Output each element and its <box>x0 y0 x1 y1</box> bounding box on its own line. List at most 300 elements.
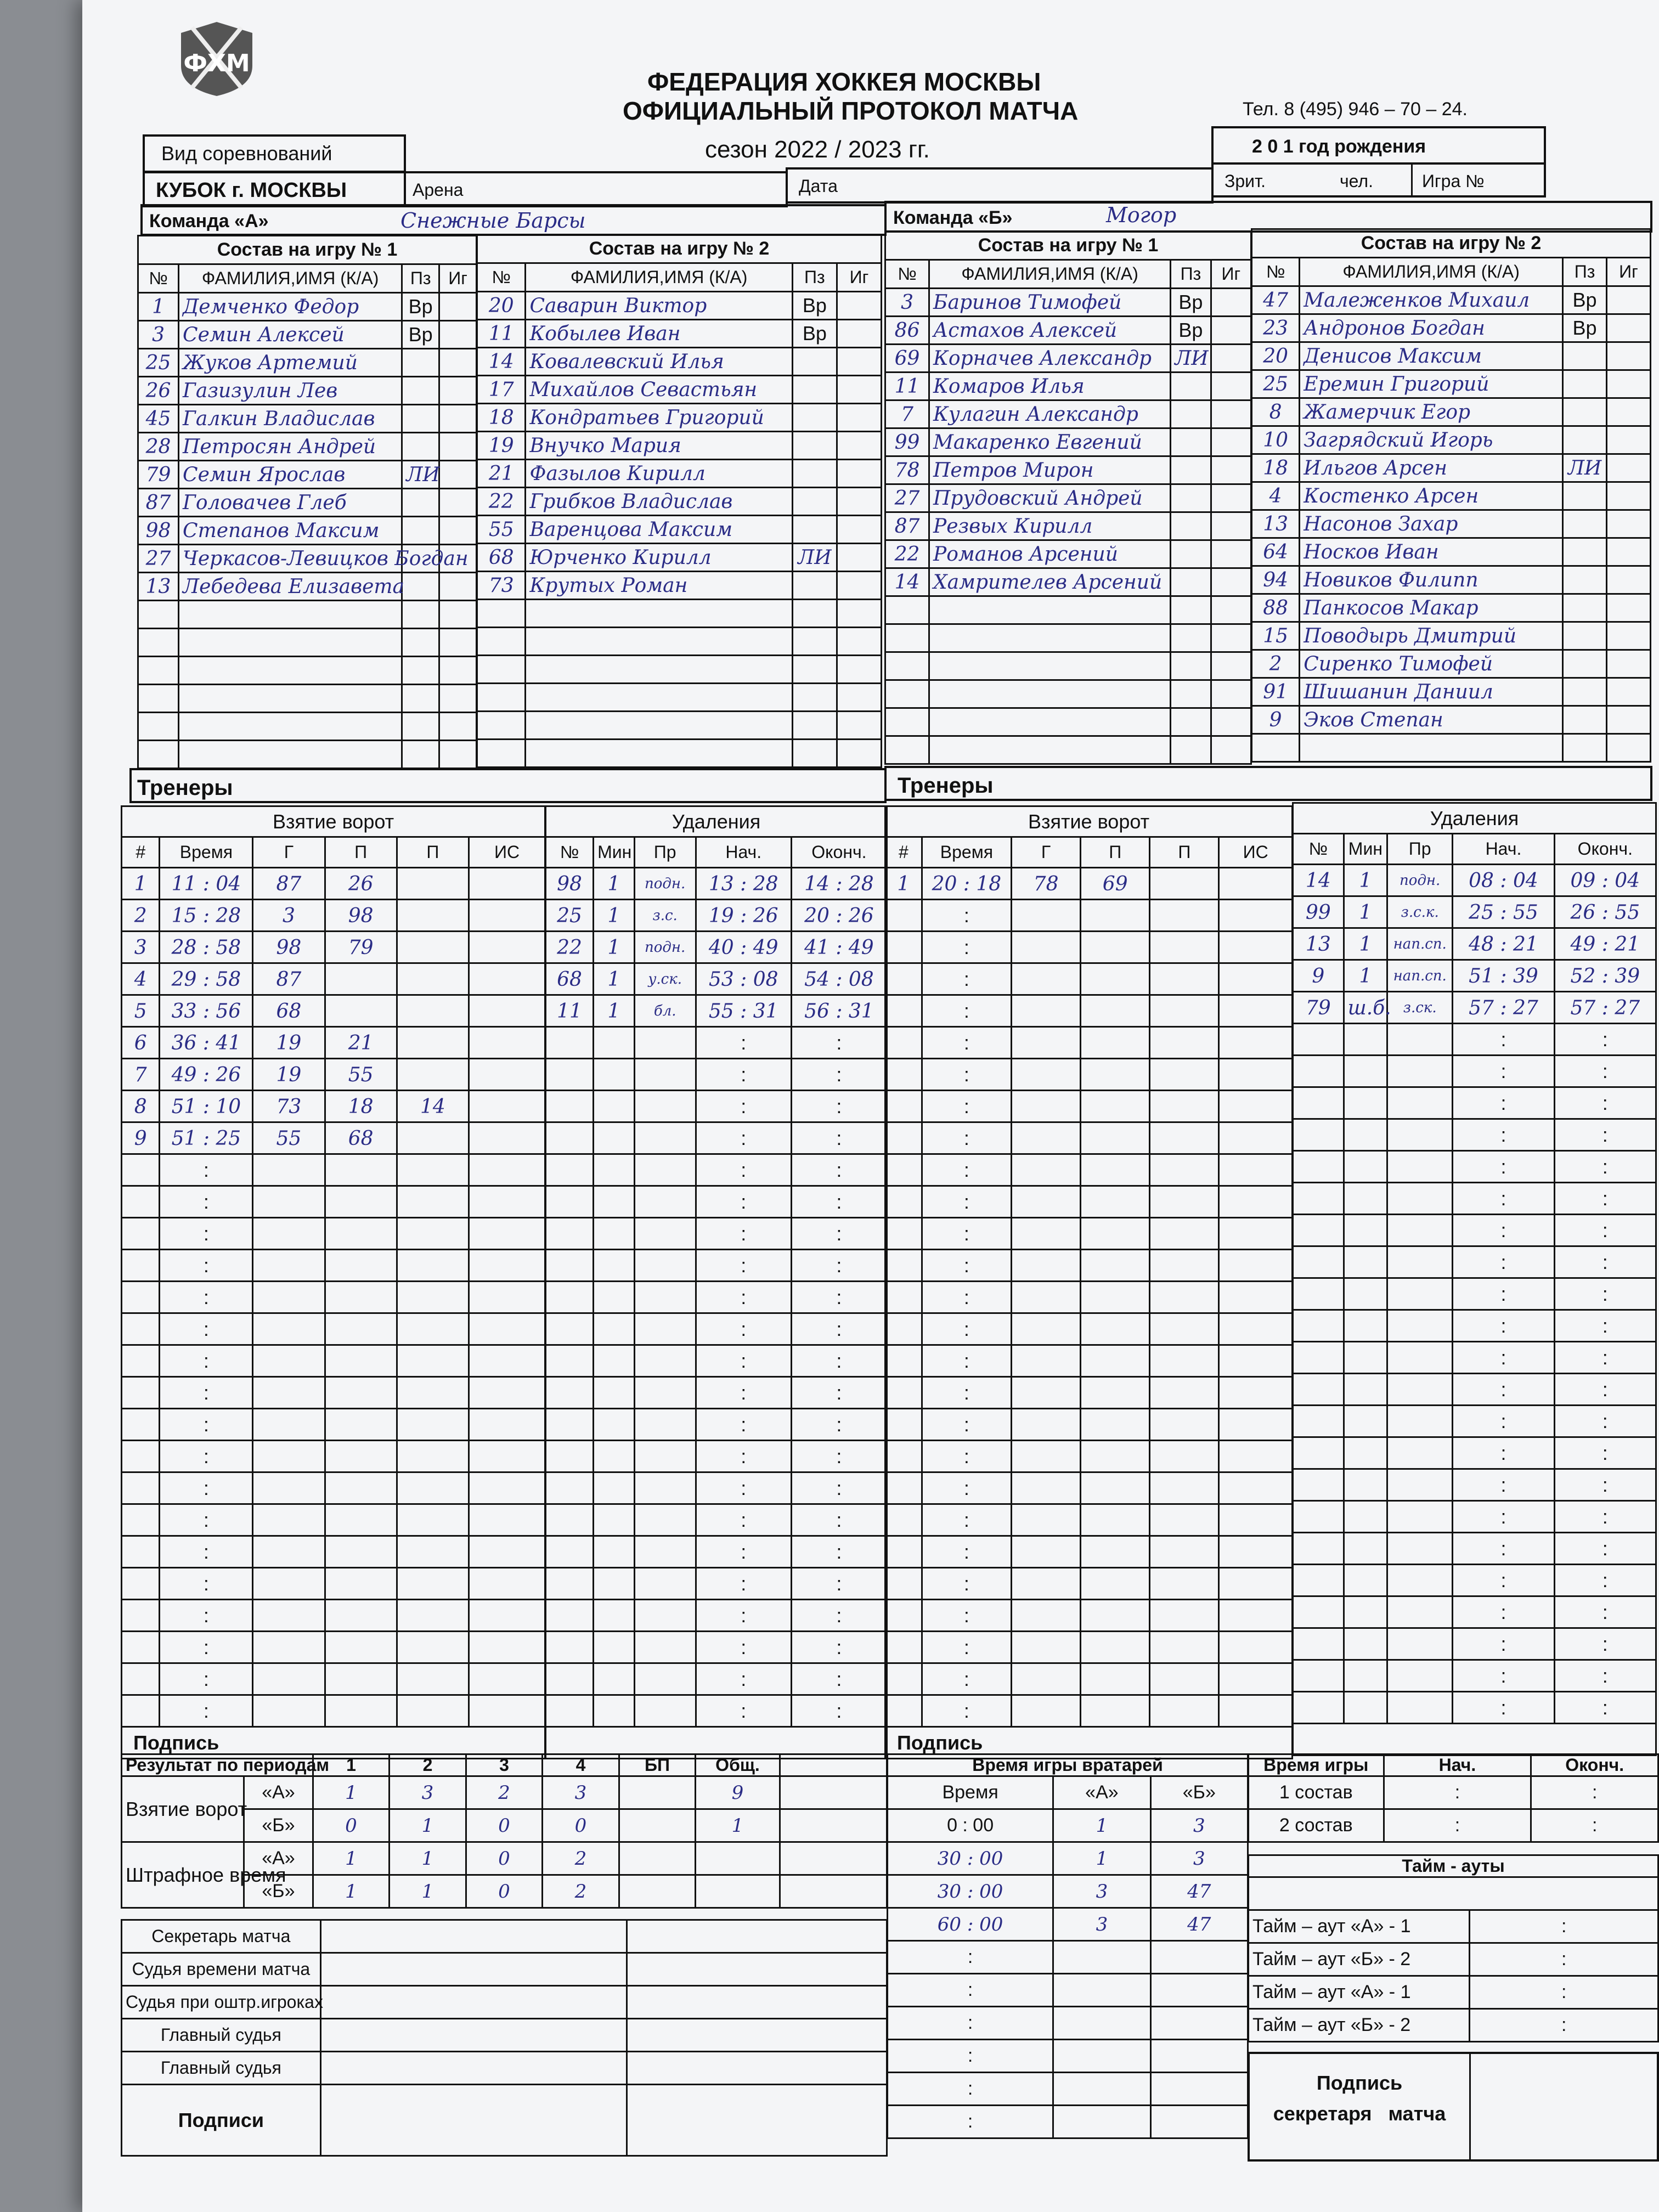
player-games <box>1211 512 1251 540</box>
pen-cell <box>594 1154 635 1186</box>
official-role: Судья при оштр.игроках <box>122 1986 321 2019</box>
pen-cell <box>634 1695 696 1727</box>
competition-box: КУБОК г. МОСКВЫ <box>143 171 406 207</box>
pen-minutes: 1 <box>594 932 635 963</box>
player-name: Демченко Федор <box>179 293 402 321</box>
player-position <box>1171 596 1211 624</box>
signature-label: Подпись <box>122 1727 545 1759</box>
penalty-row <box>546 1186 887 1218</box>
player-games <box>439 489 477 517</box>
pen-cell <box>634 1632 696 1663</box>
team-a-name: Снежные Барсы <box>400 208 586 233</box>
goal-assist-1: 68 <box>325 1122 397 1154</box>
goal-cell <box>1219 963 1293 995</box>
pen-end: : <box>791 1504 887 1536</box>
pen-end: : <box>1554 1278 1656 1310</box>
player-games <box>1607 706 1651 734</box>
goal-number <box>885 1218 922 1250</box>
pen-cell <box>1387 1437 1453 1469</box>
official-sign <box>627 2019 887 2052</box>
lineup-end: : <box>1531 1776 1658 1809</box>
penalties-title: Удаления <box>546 806 887 837</box>
pen-cell <box>546 1186 594 1218</box>
roster-row <box>885 317 1251 345</box>
player-position <box>792 488 837 516</box>
goal-assist-2 <box>1150 868 1219 900</box>
period-pim-a: 1 <box>313 1842 390 1875</box>
goal-cell <box>1081 932 1150 963</box>
goalie-a: 3 <box>1053 1908 1150 1941</box>
penalty-row <box>546 932 887 963</box>
player-name: Костенко Арсен <box>1300 482 1563 510</box>
pen-cell <box>1387 1310 1453 1342</box>
goal-number <box>122 1377 160 1409</box>
goal-cell <box>469 1632 545 1663</box>
goal-cell <box>253 1441 325 1472</box>
player-name: Сиренко Тимофей <box>1300 650 1563 678</box>
roster-row <box>138 405 477 433</box>
player-name <box>929 652 1171 680</box>
goal-time: : <box>160 1154 253 1186</box>
roster-row <box>138 685 477 713</box>
goal-number <box>885 1027 922 1059</box>
player-position <box>402 713 439 741</box>
player-number: 1 <box>138 293 179 321</box>
goal-cell <box>469 1345 545 1377</box>
player-games <box>1211 317 1251 345</box>
goal-cell <box>253 1250 325 1282</box>
pen-end: : <box>791 1059 887 1091</box>
goal-cell <box>1219 1218 1293 1250</box>
goal-cell <box>1150 900 1219 932</box>
goal-row <box>885 1600 1293 1632</box>
period-pim-a <box>696 1842 780 1875</box>
goal-cell <box>1150 1218 1219 1250</box>
pen-cell <box>594 1568 635 1600</box>
pen-cell <box>594 1186 635 1218</box>
pen-cell <box>546 1250 594 1282</box>
pen-cell <box>594 1663 635 1695</box>
pen-end: : <box>1554 1565 1656 1596</box>
goal-number <box>122 1218 160 1250</box>
roster-row <box>1252 426 1651 454</box>
goal-time: : <box>160 1695 253 1727</box>
team-b-lineup-1 <box>884 230 1252 765</box>
goal-cell <box>1081 995 1150 1027</box>
goal-row <box>885 1504 1293 1536</box>
player-games <box>439 685 477 713</box>
pen-start: : <box>696 1409 791 1441</box>
goal-time: 36 : 41 <box>160 1027 253 1059</box>
player-number: 7 <box>885 400 929 428</box>
goal-cell <box>1219 1313 1293 1345</box>
goal-cell <box>1150 1600 1219 1632</box>
period-pim-b: 1 <box>390 1875 466 1908</box>
goal-row <box>885 1122 1293 1154</box>
signature-cell <box>1293 1724 1656 1756</box>
roster-row <box>138 377 477 405</box>
player-name: Семин Ярослав <box>179 461 402 489</box>
pen-cell <box>634 1186 696 1218</box>
goal-cell <box>1081 1568 1150 1600</box>
roster-col-header: ФАМИЛИЯ,ИМЯ (К/А) <box>526 263 792 292</box>
player-number <box>477 712 526 740</box>
goal-assist-2 <box>397 995 469 1027</box>
goalie-time <box>887 1753 1249 2139</box>
goal-cell <box>1012 1186 1081 1218</box>
goal-cell <box>1219 1632 1293 1663</box>
player-games <box>439 657 477 685</box>
penalty-row <box>1293 928 1656 960</box>
pen-col-header: № <box>546 837 594 868</box>
goal-number: 7 <box>122 1059 160 1091</box>
player-number: 25 <box>1252 370 1300 398</box>
goal-row <box>885 1536 1293 1568</box>
pen-minutes: 1 <box>594 995 635 1027</box>
pen-cell <box>1387 1119 1453 1151</box>
player-position <box>792 600 837 628</box>
goal-cell <box>1219 1091 1293 1122</box>
roster-row <box>885 680 1251 708</box>
player-games <box>1607 566 1651 594</box>
player-games <box>837 656 881 684</box>
roster-row <box>477 740 882 768</box>
penalty-row <box>546 1632 887 1663</box>
penalty-row <box>1293 1342 1656 1374</box>
team-a-lineup-1 <box>137 235 477 769</box>
pen-end: : <box>791 1663 887 1695</box>
pen-start: 57 : 27 <box>1453 992 1554 1024</box>
goal-cell <box>1012 1663 1081 1695</box>
goal-cell <box>1219 1409 1293 1441</box>
goal-cell <box>1012 1536 1081 1568</box>
period-pim-a: 0 <box>466 1842 543 1875</box>
goalie-change-time: : <box>888 2007 1053 2040</box>
player-games <box>1607 734 1651 762</box>
player-number: 21 <box>477 460 526 488</box>
player-position <box>402 433 439 461</box>
period-goals-label: Взятие ворот <box>122 1776 244 1842</box>
player-number <box>1252 734 1300 762</box>
pen-cell <box>594 1122 635 1154</box>
doc-title: ОФИЦИАЛЬНЫЙ ПРОТОКОЛ МАТЧА <box>623 97 1079 125</box>
goal-cell <box>469 1441 545 1472</box>
pen-cell <box>1344 1533 1387 1565</box>
penalty-row <box>546 1377 887 1409</box>
pen-start: : <box>1453 1087 1554 1119</box>
pen-cell <box>546 1504 594 1536</box>
period-col: БП <box>619 1754 696 1776</box>
goal-number <box>885 932 922 963</box>
goal-number <box>885 1377 922 1409</box>
roster-row <box>138 433 477 461</box>
penalty-row <box>546 1409 887 1441</box>
player-number <box>138 657 179 685</box>
goal-number: 6 <box>122 1027 160 1059</box>
pen-cell <box>546 1536 594 1568</box>
pen-end: 20 : 26 <box>791 900 887 932</box>
competition-label-box: Вид соревнований <box>143 134 406 173</box>
pen-cell <box>546 1313 594 1345</box>
player-number: 26 <box>138 377 179 405</box>
player-number <box>138 685 179 713</box>
pen-start: : <box>1453 1533 1554 1565</box>
goalie-b <box>1150 2040 1248 2073</box>
player-games <box>1607 650 1651 678</box>
goal-cell <box>1012 1313 1081 1345</box>
player-position: Вр <box>1563 286 1607 314</box>
goal-cell <box>1081 900 1150 932</box>
official-sign <box>627 2052 887 2085</box>
goal-cell <box>253 1632 325 1663</box>
goal-cell <box>1150 1059 1219 1091</box>
goal-row <box>885 1282 1293 1313</box>
roster-row <box>885 624 1251 652</box>
pen-start: : <box>1453 1215 1554 1246</box>
player-position <box>1171 484 1211 512</box>
penalty-row <box>1293 1246 1656 1278</box>
pen-end: : <box>791 1154 887 1186</box>
goal-row <box>122 1027 545 1059</box>
goal-row <box>885 1568 1293 1600</box>
roster-col-header: Пз <box>792 263 837 292</box>
pen-cell <box>1293 1469 1344 1501</box>
goal-cell <box>325 1313 397 1345</box>
player-name: Кондратьев Григорий <box>526 404 792 432</box>
pen-cell <box>594 1027 635 1059</box>
lineup-title: Состав на игру № 1 <box>138 236 477 264</box>
player-name <box>929 680 1171 708</box>
player-games <box>837 432 881 460</box>
goal-cell <box>1012 1154 1081 1186</box>
roster-row <box>138 713 477 741</box>
player-number: 4 <box>1252 482 1300 510</box>
goal-number <box>885 1441 922 1472</box>
period-goals-a: 9 <box>696 1776 780 1809</box>
player-games <box>1607 594 1651 622</box>
goal-scorer: 3 <box>253 900 325 932</box>
goal-situation <box>469 1122 545 1154</box>
period-col: Общ. <box>696 1754 780 1776</box>
roster-row <box>138 349 477 377</box>
player-games <box>837 292 881 320</box>
goal-cell <box>397 1186 469 1218</box>
goal-time: : <box>922 963 1011 995</box>
player-number: 28 <box>138 433 179 461</box>
periods-title: Результат по периодам <box>122 1754 313 1776</box>
goalie-b <box>1150 1974 1248 2007</box>
goalies-col: «А» <box>1053 1776 1150 1809</box>
pen-cell <box>1293 1533 1344 1565</box>
player-number: 13 <box>1252 510 1300 538</box>
pen-start: 25 : 55 <box>1453 896 1554 928</box>
goals-col-header: # <box>885 837 922 868</box>
pen-cell <box>634 1250 696 1282</box>
official-name <box>320 2019 627 2052</box>
goal-time: : <box>922 1409 1011 1441</box>
player-name: Лебедева Елизавета <box>179 573 402 601</box>
goal-cell <box>469 1154 545 1186</box>
player-name: Насонов Захар <box>1300 510 1563 538</box>
goalie-a <box>1053 1974 1150 2007</box>
player-position <box>402 685 439 713</box>
goal-number: 3 <box>122 932 160 963</box>
roster-row <box>477 684 882 712</box>
goals-title: Взятие ворот <box>885 806 1293 837</box>
goal-cell <box>1150 1186 1219 1218</box>
roster-row <box>138 601 477 629</box>
pen-start: 40 : 49 <box>696 932 791 963</box>
player-number: 98 <box>138 517 179 545</box>
goals-a-table <box>121 805 546 1759</box>
goal-time: : <box>922 1504 1011 1536</box>
goal-number <box>122 1345 160 1377</box>
official-role: Секретарь матча <box>122 1920 321 1953</box>
pen-cell <box>1387 1024 1453 1056</box>
timeout-time: : <box>1470 1943 1658 1976</box>
goals-col-header: Г <box>253 837 325 868</box>
player-name: Жуков Артемий <box>179 349 402 377</box>
player-position: ЛИ <box>792 544 837 572</box>
timeout-label: Тайм – аут «А» - 1 <box>1249 1976 1470 2009</box>
pen-end: : <box>1554 1151 1656 1183</box>
goal-cell <box>397 1409 469 1441</box>
phone: Тел. 8 (495) 946 – 70 – 24. <box>1243 99 1468 120</box>
pen-cell <box>1387 1501 1453 1533</box>
pen-cell <box>546 1472 594 1504</box>
penalty-row <box>546 1027 887 1059</box>
player-number: 22 <box>885 540 929 568</box>
pen-end: : <box>791 1122 887 1154</box>
pen-player: 9 <box>1293 960 1344 992</box>
goalie-change-time: 30 : 00 <box>888 1875 1053 1908</box>
goal-time: : <box>922 1472 1011 1504</box>
player-name: Петросян Андрей <box>179 433 402 461</box>
player-name: Головачев Глеб <box>179 489 402 517</box>
gametime-header: Нач. <box>1384 1754 1531 1776</box>
player-number <box>138 713 179 741</box>
goal-assist-1 <box>325 963 397 995</box>
period-pim-b <box>696 1875 780 1908</box>
player-position: ЛИ <box>402 461 439 489</box>
pen-start: : <box>1453 1596 1554 1628</box>
player-number: 15 <box>1252 622 1300 650</box>
roster-row <box>885 345 1251 373</box>
goal-cell <box>1012 1218 1081 1250</box>
pen-end: : <box>791 1695 887 1727</box>
goal-row <box>885 1472 1293 1504</box>
player-number: 10 <box>1252 426 1300 454</box>
player-position <box>402 629 439 657</box>
goalie-b <box>1150 1941 1248 1974</box>
goalie-a <box>1053 2040 1150 2073</box>
goal-time: : <box>160 1313 253 1345</box>
period-pim-b: 0 <box>466 1875 543 1908</box>
roster-row <box>1252 454 1651 482</box>
goal-number: 1 <box>885 868 922 900</box>
player-number: 88 <box>1252 594 1300 622</box>
pen-cell <box>594 1441 635 1472</box>
pen-start: : <box>1453 1660 1554 1692</box>
goal-cell <box>1081 1472 1150 1504</box>
pen-start: : <box>696 1027 791 1059</box>
player-games <box>439 461 477 489</box>
pen-reason: з.с.к. <box>1387 896 1453 928</box>
player-name: Черкасов-Левицков Богдан <box>179 545 402 573</box>
season: сезон 2022 / 2023 гг. <box>705 136 930 163</box>
goal-cell <box>1081 1027 1150 1059</box>
period-goals-b: 1 <box>696 1809 780 1842</box>
protocol-sheet <box>82 0 1659 2212</box>
player-games <box>1211 456 1251 484</box>
period-results <box>121 1753 888 1909</box>
birth-year-box: 2 0 1 год рождения <box>1211 126 1546 165</box>
player-name: Романов Арсений <box>929 540 1171 568</box>
player-name <box>1300 734 1563 762</box>
pen-cell <box>594 1695 635 1727</box>
pen-cell <box>1293 1660 1344 1692</box>
goal-cell <box>1150 1091 1219 1122</box>
penalty-row <box>1293 1310 1656 1342</box>
period-pim-b: 1 <box>313 1875 390 1908</box>
goal-time: : <box>160 1409 253 1441</box>
pen-end: : <box>791 1282 887 1313</box>
goal-cell <box>325 1218 397 1250</box>
goal-cell <box>1219 1568 1293 1600</box>
pen-cell <box>1344 1342 1387 1374</box>
pen-end: : <box>1554 1533 1656 1565</box>
goal-row <box>122 1091 545 1122</box>
pen-player: 22 <box>546 932 594 963</box>
coaches-a: Тренеры <box>129 768 887 803</box>
pen-cell <box>634 1027 696 1059</box>
roster-col-header: Пз <box>402 264 439 293</box>
goal-time: : <box>922 1568 1011 1600</box>
goal-row <box>885 1218 1293 1250</box>
goal-cell <box>1150 1504 1219 1536</box>
period-goals-b <box>619 1809 696 1842</box>
goal-cell <box>325 1154 397 1186</box>
pen-cell <box>546 1345 594 1377</box>
pen-player: 11 <box>546 995 594 1027</box>
pen-end: 56 : 31 <box>791 995 887 1027</box>
player-position <box>1563 482 1607 510</box>
player-position: Вр <box>402 293 439 321</box>
goal-scorer: 87 <box>253 868 325 900</box>
roster-col-header: ФАМИЛИЯ,ИМЯ (К/А) <box>1300 258 1563 286</box>
goal-cell <box>469 1377 545 1409</box>
pen-cell <box>1293 1119 1344 1151</box>
player-position <box>1171 736 1211 764</box>
period-goals-a: 2 <box>466 1776 543 1809</box>
pen-player: 98 <box>546 868 594 900</box>
goal-cell <box>1081 1059 1150 1091</box>
penalty-row <box>1293 1056 1656 1087</box>
goal-time: : <box>922 1345 1011 1377</box>
penalty-row <box>1293 1278 1656 1310</box>
goal-assist-2 <box>397 868 469 900</box>
lineup-title: Состав на игру № 2 <box>1252 229 1651 258</box>
roster-row <box>1252 706 1651 734</box>
roster-row <box>138 629 477 657</box>
goal-number <box>122 1154 160 1186</box>
goal-cell <box>325 1409 397 1441</box>
goalie-a <box>1053 2073 1150 2106</box>
roster-row <box>1252 342 1651 370</box>
player-number: 91 <box>1252 678 1300 706</box>
pen-cell <box>634 1122 696 1154</box>
pen-cell <box>1344 1056 1387 1087</box>
